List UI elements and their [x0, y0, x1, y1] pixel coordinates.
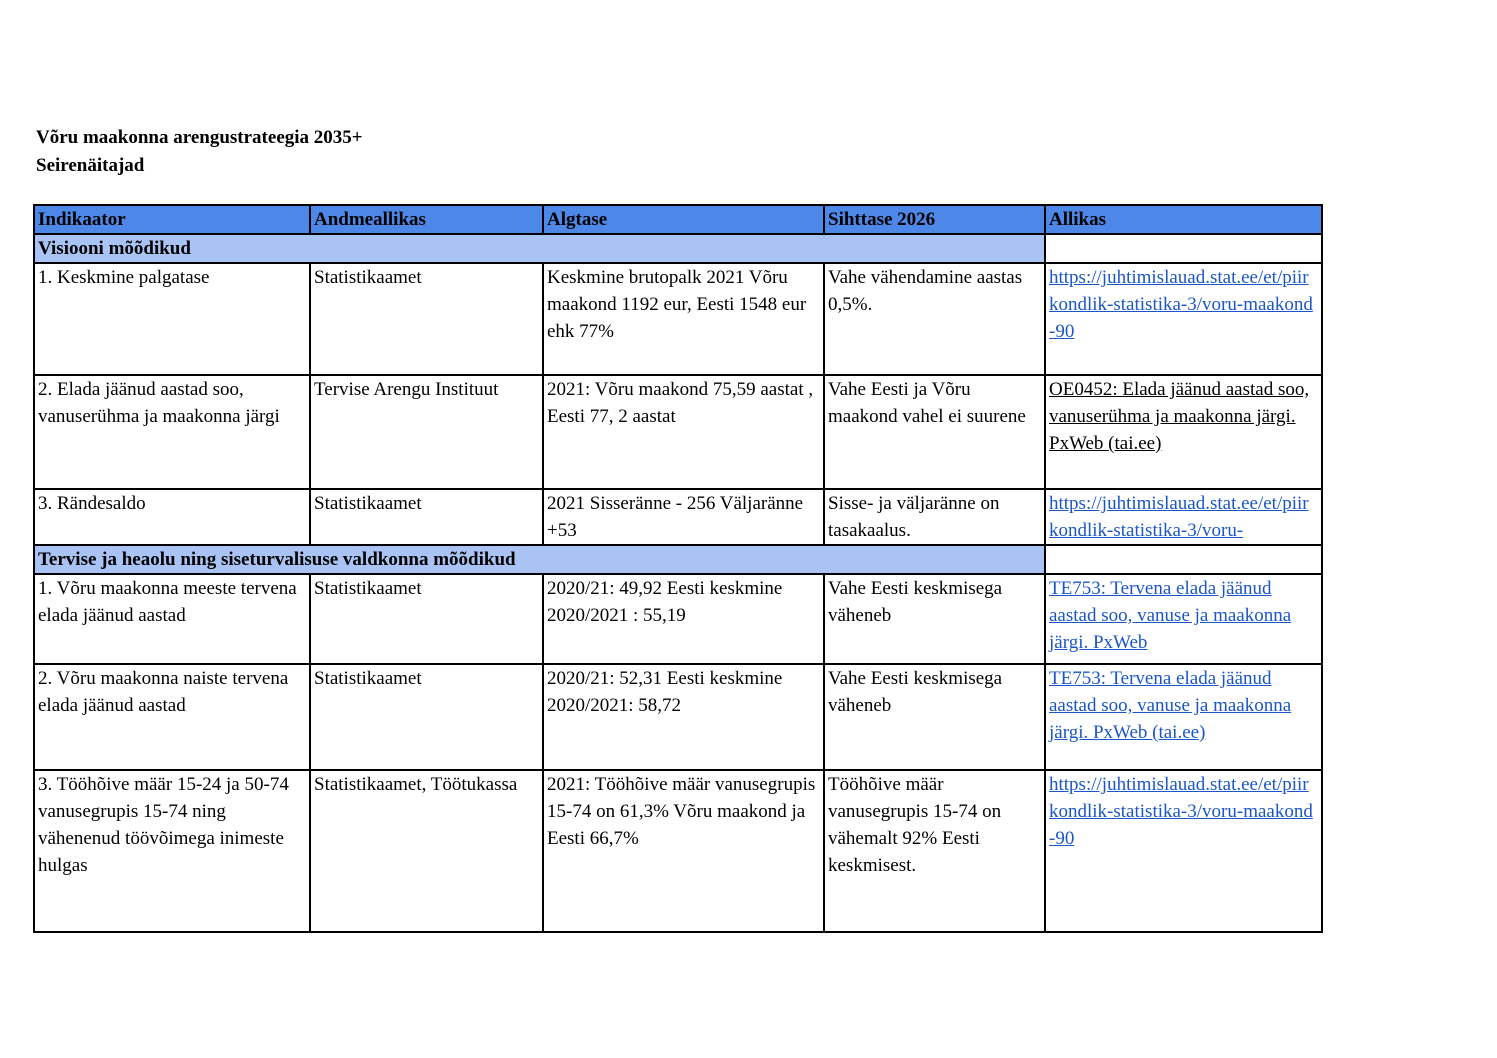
cell-allikas — [1045, 489, 1322, 545]
table-row — [34, 770, 1322, 932]
section-label: Visiooni mõõdikud — [34, 234, 1045, 263]
cell-allikas — [1045, 770, 1322, 932]
cell-algtase: 2020/21: 49,92 Eesti keskmine 2020/2021 : 55,19 — [543, 574, 824, 664]
source-link[interactable]: TE753: Tervena elada jäänud aastad soo, vanuse ja maakonna järgi. PxWeb (tai.ee) — [1049, 668, 1292, 743]
cell-sihttase: Vahe vähendamine aastas 0,5%. — [824, 263, 1045, 375]
table-row — [34, 489, 1322, 545]
cell-sihttase: Sisse- ja väljaränne on tasakaalus. — [824, 489, 1045, 545]
cell-algtase: 2021 Sisseränne - 256 Väljaränne +53 — [543, 489, 824, 545]
source-link[interactable]: OE0452: Elada jäänud aastad soo, vanuserühma ja maakonna järgi. PxWeb (tai.ee) — [1049, 379, 1310, 454]
document-title: Võru maakonna arengustrateegia 2035+ — [36, 127, 363, 148]
cell-andmeallikas: Statistikaamet — [310, 263, 543, 375]
section-empty-cell — [1045, 545, 1322, 574]
table-row — [34, 664, 1322, 770]
cell-sihttase: Vahe Eesti ja Võru maakond vahel ei suurene — [824, 375, 1045, 489]
cell-andmeallikas: Statistikaamet, Töötukassa — [310, 770, 543, 932]
cell-indikaator: 3. Tööhõive määr 15-24 ja 50-74 vanusegrupis 15-74 ning vähenenud töövõimega inimeste hulgas — [34, 770, 310, 932]
cell-indikaator: 2. Võru maakonna naiste tervena elada jäänud aastad — [34, 664, 310, 770]
cell-indikaator: 1. Võru maakonna meeste tervena elada jäänud aastad — [34, 574, 310, 664]
section-empty-cell — [1045, 234, 1322, 263]
indicator-table — [33, 204, 1323, 933]
cell-allikas — [1045, 574, 1322, 664]
cell-allikas — [1045, 375, 1322, 489]
source-link[interactable]: https://juhtimislauad.stat.ee/et/piirkondlik-statistika-3/voru- — [1049, 493, 1309, 541]
table-row — [34, 574, 1322, 664]
cell-algtase: 2021: Võru maakond 75,59 aastat , Eesti 77, 2 aastat — [543, 375, 824, 489]
cell-andmeallikas: Statistikaamet — [310, 664, 543, 770]
header-indikaator: Indikaator — [34, 205, 310, 234]
cell-algtase: 2021: Tööhõive määr vanusegrupis 15-74 on 61,3% Võru maakond ja Eesti 66,7% — [543, 770, 824, 932]
table-header-row — [34, 205, 1322, 234]
table-row — [34, 263, 1322, 375]
cell-indikaator: 2. Elada jäänud aastad soo, vanuserühma ja maakonna järgi — [34, 375, 310, 489]
table-row — [34, 375, 1322, 489]
cell-sihttase: Vahe Eesti keskmisega väheneb — [824, 574, 1045, 664]
cell-sihttase: Tööhõive määr vanusegrupis 15-74 on vähemalt 92% Eesti keskmisest. — [824, 770, 1045, 932]
document-subtitle: Seirenäitajad — [36, 155, 145, 176]
header-algtase: Algtase — [543, 205, 824, 234]
header-allikas: Allikas — [1045, 205, 1322, 234]
cell-indikaator: 1. Keskmine palgatase — [34, 263, 310, 375]
cell-andmeallikas: Tervise Arengu Instituut — [310, 375, 543, 489]
cell-sihttase: Vahe Eesti keskmisega väheneb — [824, 664, 1045, 770]
header-andmeallikas: Andmeallikas — [310, 205, 543, 234]
source-link[interactable]: TE753: Tervena elada jäänud aastad soo, vanuse ja maakonna järgi. PxWeb — [1049, 578, 1292, 653]
cell-algtase: Keskmine brutopalk 2021 Võru maakond 1192 eur, Eesti 1548 eur ehk 77% — [543, 263, 824, 375]
section-row-visioon — [34, 234, 1322, 263]
cell-allikas — [1045, 263, 1322, 375]
source-link[interactable]: https://juhtimislauad.stat.ee/et/piirkondlik-statistika-3/voru-maakond-90 — [1049, 774, 1313, 849]
cell-andmeallikas: Statistikaamet — [310, 574, 543, 664]
cell-allikas — [1045, 664, 1322, 770]
cell-andmeallikas: Statistikaamet — [310, 489, 543, 545]
source-link[interactable]: https://juhtimislauad.stat.ee/et/piirkondlik-statistika-3/voru-maakond-90 — [1049, 267, 1313, 342]
document-title-block — [36, 124, 363, 180]
section-label: Tervise ja heaolu ning siseturvalisuse valdkonna mõõdikud — [34, 545, 1045, 574]
section-row-tervis — [34, 545, 1322, 574]
cell-indikaator: 3. Rändesaldo — [34, 489, 310, 545]
cell-algtase: 2020/21: 52,31 Eesti keskmine 2020/2021: 58,72 — [543, 664, 824, 770]
header-sihttase: Sihttase 2026 — [824, 205, 1045, 234]
